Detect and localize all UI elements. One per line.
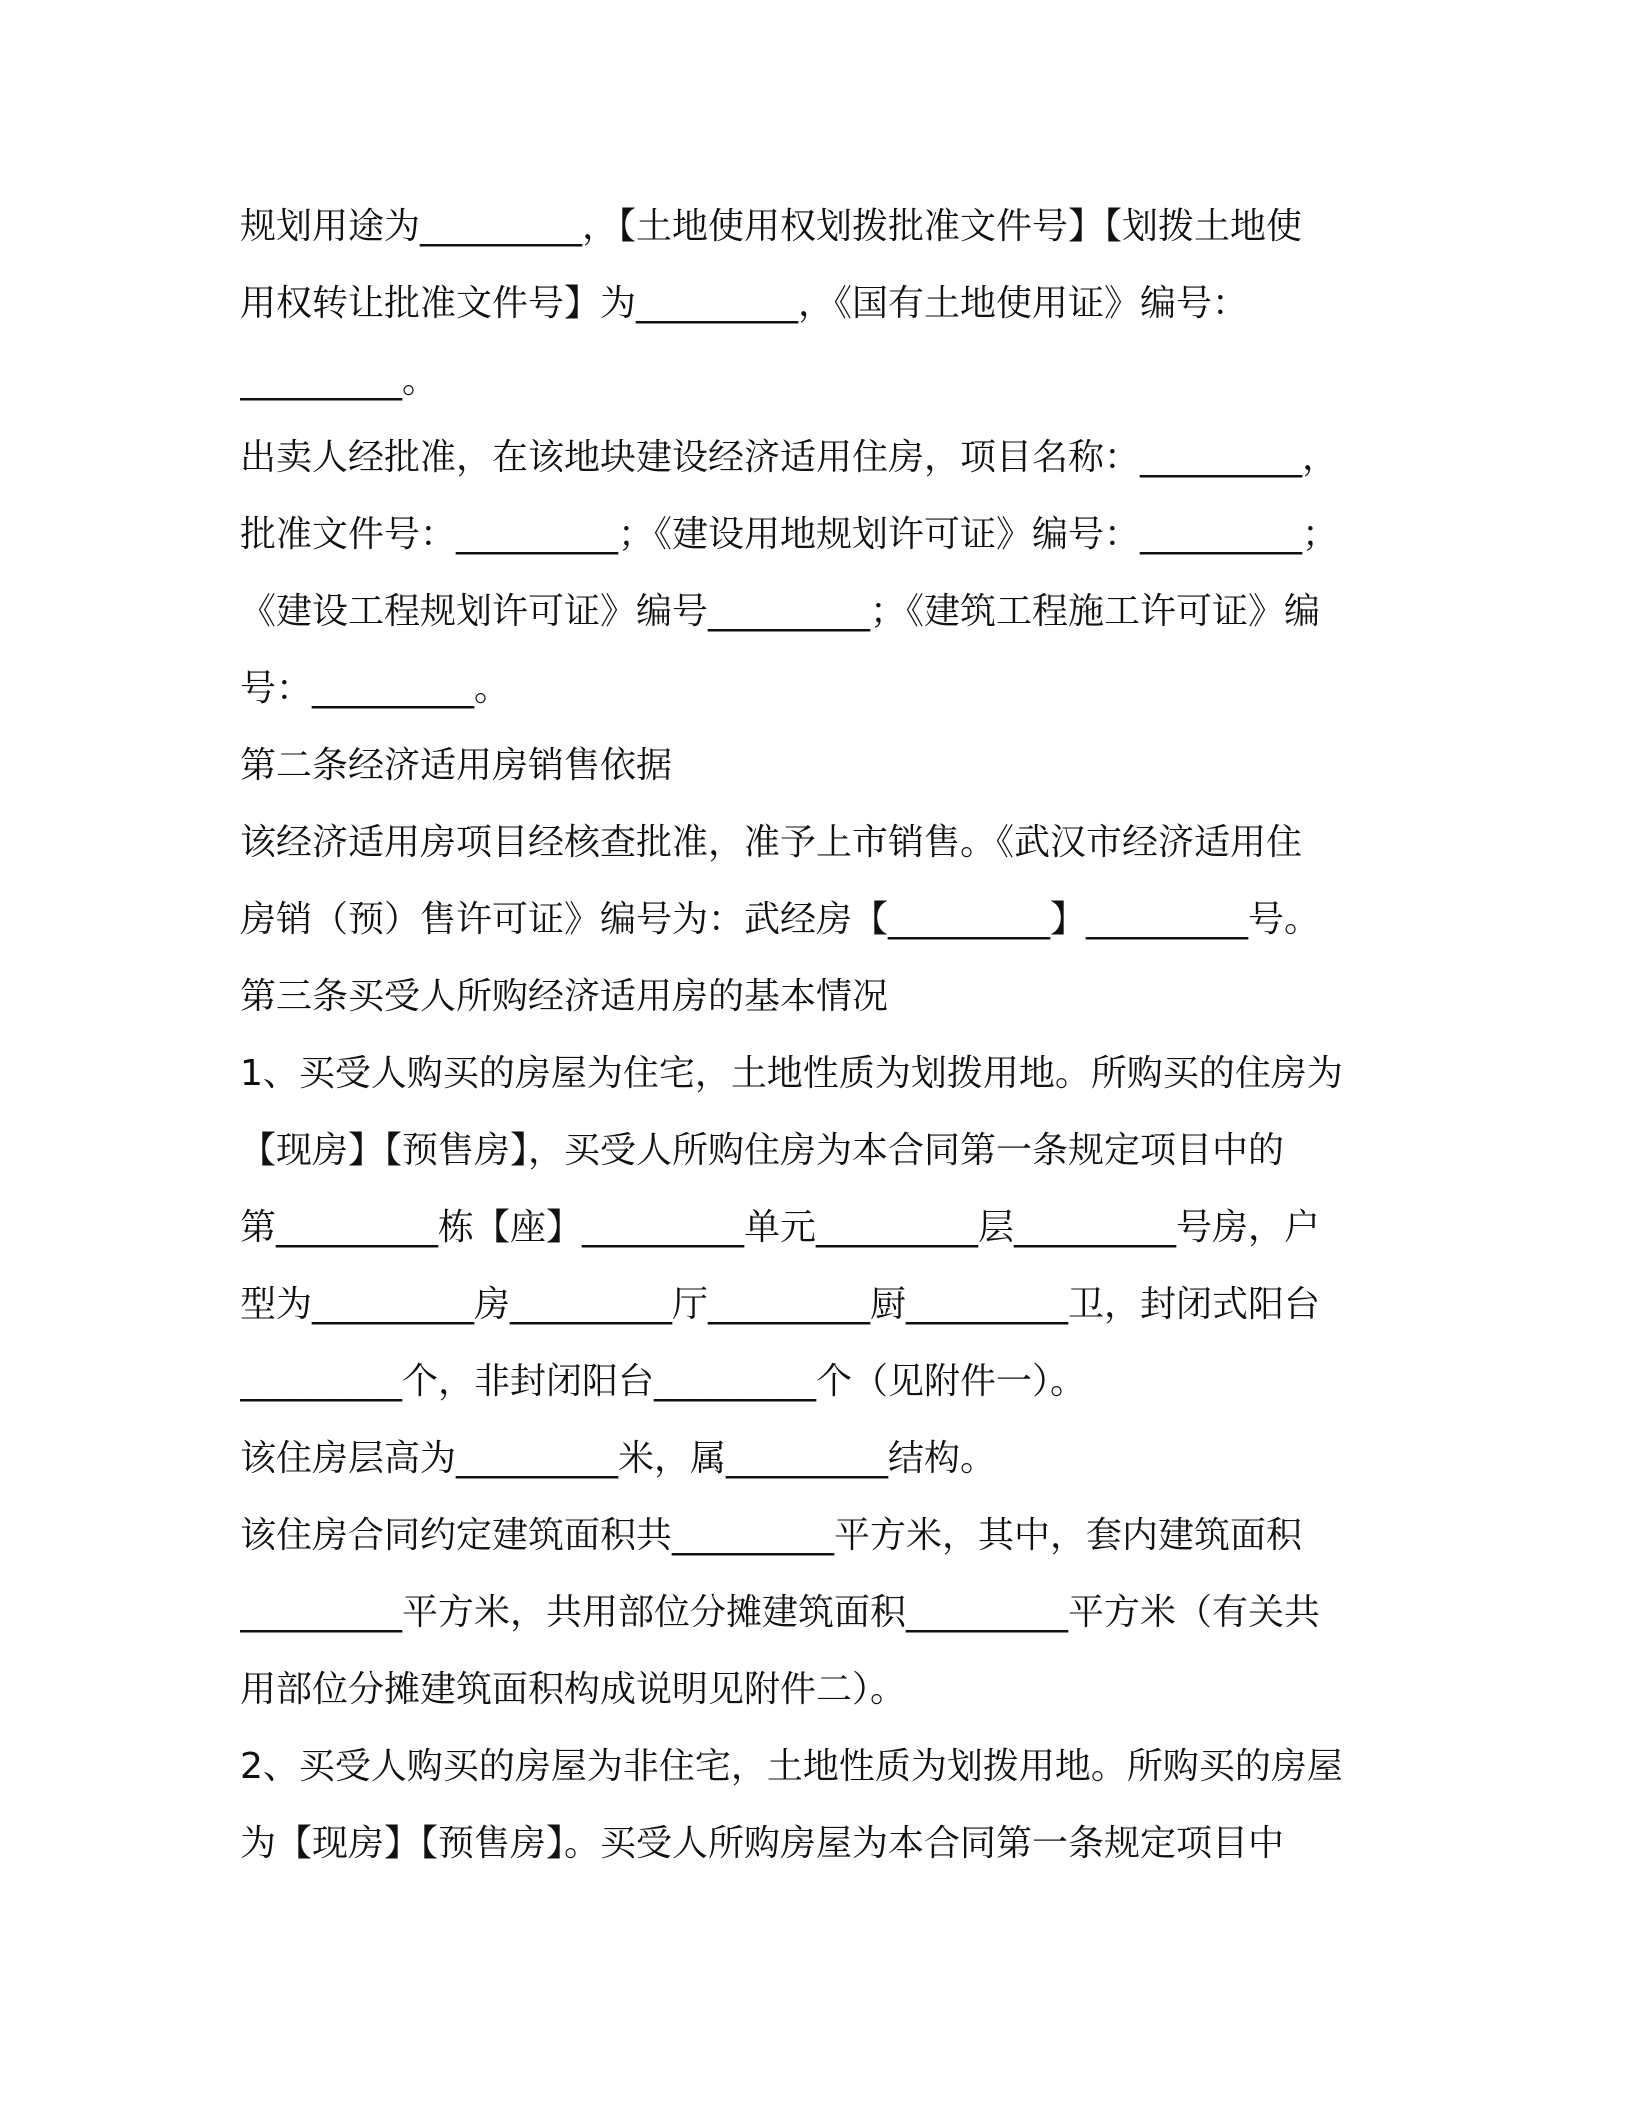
text-line: 该住房层高为_________米，属_________结构。 xyxy=(240,1438,997,1479)
text-line: 该经济适用房项目经核查批准，准予上市销售。《武汉市经济适用住 xyxy=(240,822,1303,863)
text-line: 该住房合同约定建筑面积共_________平方米，其中，套内建筑面积 xyxy=(240,1515,1303,1556)
text-line: _________个，非封闭阳台_________个（见附件一）。 xyxy=(240,1361,1087,1402)
text-line: 规划用途为_________，【土地使用权划拨批准文件号】【划拨土地使 xyxy=(240,206,1303,247)
text-line: 出卖人经批准，在该地块建设经济适用住房，项目名称：_________， xyxy=(240,437,1339,478)
text-line: 型为_________房_________厅_________厨_________卫，封闭式阳台 xyxy=(240,1284,1321,1325)
text-line: _________平方米，共用部位分摊建筑面积_________平方米（有关共 xyxy=(240,1592,1321,1633)
text-line: _________。 xyxy=(240,360,439,401)
text-line: 2、买受人购买的房屋为非住宅，土地性质为划拨用地。所购买的房屋 xyxy=(240,1746,1343,1787)
document-body xyxy=(240,188,1400,1882)
text-line: 《建设工程规划许可证》编号_________；《建筑工程施工许可证》编 xyxy=(240,591,1321,632)
text-line: 第_________栋【座】_________单元_________层_________号房，户 xyxy=(240,1207,1321,1248)
section-heading: 第三条买受人所购经济适用房的基本情况 xyxy=(240,976,889,1017)
text-line: 批准文件号：_________；《建设用地规划许可证》编号：_________； xyxy=(240,514,1339,555)
text-line: 房销（预）售许可证》编号为：武经房【_________】_________号。 xyxy=(240,899,1321,940)
text-line: 用权转让批准文件号】为_________，《国有土地使用证》编号： xyxy=(240,283,1249,324)
section-heading: 第二条经济适用房销售依据 xyxy=(240,745,673,786)
text-line: 【现房】【预售房】，买受人所购住房为本合同第一条规定项目中的 xyxy=(240,1130,1285,1171)
text-line: 用部位分摊建筑面积构成说明见附件二）。 xyxy=(240,1669,907,1710)
text-line: 为【现房】【预售房】。买受人所购房屋为本合同第一条规定项目中 xyxy=(240,1823,1285,1864)
text-line: 1、买受人购买的房屋为住宅，土地性质为划拨用地。所购买的住房为 xyxy=(240,1053,1343,1094)
text-line: 号：_________。 xyxy=(240,668,511,709)
